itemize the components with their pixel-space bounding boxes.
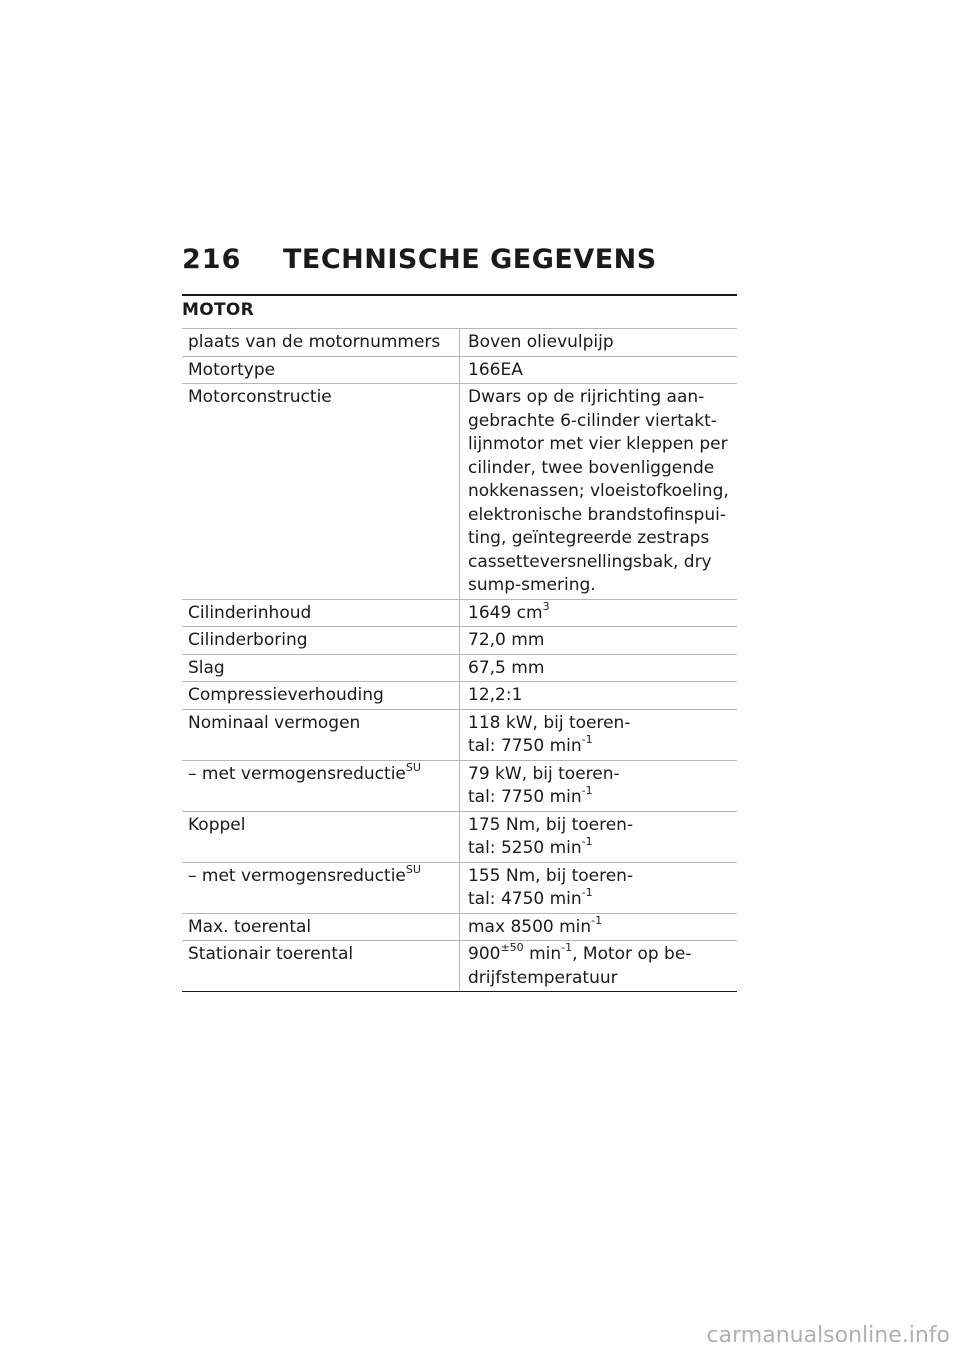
section-divider — [182, 294, 737, 296]
spec-value — [460, 941, 738, 992]
spec-value-text: tal: 7750 min — [468, 787, 582, 807]
spec-value-line: cassetteversnellingsbak, dry — [468, 551, 712, 572]
spec-value: 166EA — [460, 356, 738, 384]
spec-value-text: min — [523, 944, 562, 964]
spec-value — [460, 599, 738, 627]
spec-value: Boven olievulpijp — [460, 329, 738, 357]
superscript: -1 — [561, 941, 573, 955]
section-title: MOTOR — [182, 300, 255, 320]
superscript: ±50 — [500, 941, 524, 955]
spec-table — [182, 328, 737, 992]
superscript: -1 — [581, 886, 593, 900]
spec-value: 72,0 mm — [460, 627, 738, 655]
watermark: carmanualsonline.info — [706, 1323, 950, 1348]
spec-label — [182, 760, 460, 811]
table-row — [182, 709, 737, 760]
spec-value-line: drijfstemperatuur — [468, 967, 618, 988]
spec-value — [460, 760, 738, 811]
table-row — [182, 682, 737, 710]
spec-value-line: 155 Nm, bij toeren- — [468, 865, 634, 886]
spec-value-text: 1649 cm — [468, 602, 543, 623]
spec-value — [460, 811, 738, 862]
table-row — [182, 941, 737, 992]
table-row — [182, 599, 737, 627]
spec-label: Motorconstructie — [182, 384, 460, 600]
page-number: 216 — [182, 244, 242, 275]
spec-label-text: – met vermogensreductie — [188, 763, 406, 784]
table-row — [182, 811, 737, 862]
table-row — [182, 627, 737, 655]
spec-label: Cilinderboring — [182, 627, 460, 655]
spec-value-line: gebrachte 6-cilinder viertakt- — [468, 410, 717, 431]
spec-value-line: sump-smering. — [468, 575, 596, 595]
spec-value-text: tal: 5250 min — [468, 838, 582, 858]
spec-value-line: Dwars op de rijrichting aan- — [468, 387, 705, 407]
spec-label: Motortype — [182, 356, 460, 384]
spec-value-line: elektronische brandstofinspui- — [468, 504, 726, 525]
spec-value-line — [468, 735, 731, 759]
table-row — [182, 329, 737, 357]
chapter-title: TECHNISCHE GEGEVENS — [283, 244, 657, 275]
spec-label: Koppel — [182, 811, 460, 862]
spec-value-line: 118 kW, bij toeren- — [468, 712, 631, 733]
table-row — [182, 654, 737, 682]
spec-label: Cilinderinhoud — [182, 599, 460, 627]
spec-value — [460, 862, 738, 913]
spec-value-line — [468, 837, 731, 861]
spec-value-line — [468, 888, 731, 912]
spec-label: Max. toerental — [182, 913, 460, 941]
spec-value-text: , Motor op be- — [572, 944, 692, 964]
spec-value-line — [468, 943, 731, 967]
superscript: SU — [405, 862, 421, 876]
table-row — [182, 913, 737, 941]
spec-label-text: – met vermogensreductie — [188, 865, 406, 886]
spec-label: plaats van de motornummers — [182, 329, 460, 357]
spec-value-line: cilinder, twee bovenliggende — [468, 457, 715, 478]
spec-value-text: max 8500 min — [468, 916, 592, 937]
table-row — [182, 760, 737, 811]
spec-value-line: nokkenassen; vloeistofkoeling, — [468, 481, 729, 501]
superscript: -1 — [581, 784, 593, 798]
spec-value-line — [468, 786, 731, 810]
spec-label: Compressieverhouding — [182, 682, 460, 710]
page-header — [182, 244, 742, 284]
spec-value-text: tal: 7750 min — [468, 736, 582, 756]
spec-value-text: tal: 4750 min — [468, 889, 582, 909]
superscript: -1 — [581, 733, 593, 747]
spec-value-line: ting, geïntegreerde zestraps — [468, 528, 710, 548]
superscript: SU — [405, 760, 421, 774]
spec-value: 12,2:1 — [460, 682, 738, 710]
spec-value: 67,5 mm — [460, 654, 738, 682]
table-row — [182, 862, 737, 913]
superscript: -1 — [581, 835, 593, 849]
spec-label — [182, 862, 460, 913]
spec-value — [460, 384, 738, 600]
spec-label: Slag — [182, 654, 460, 682]
spec-label: Nominaal vermogen — [182, 709, 460, 760]
spec-value — [460, 913, 738, 941]
spec-value-line: lijnmotor met vier kleppen per — [468, 434, 728, 454]
table-row — [182, 356, 737, 384]
table-row — [182, 384, 737, 600]
spec-value — [460, 709, 738, 760]
spec-value-line: 175 Nm, bij toeren- — [468, 814, 634, 835]
superscript: -1 — [591, 913, 603, 927]
spec-value-line: 79 kW, bij toeren- — [468, 763, 620, 784]
spec-value-text: 900 — [468, 944, 501, 964]
spec-label: Stationair toerental — [182, 941, 460, 992]
superscript: 3 — [542, 599, 550, 613]
